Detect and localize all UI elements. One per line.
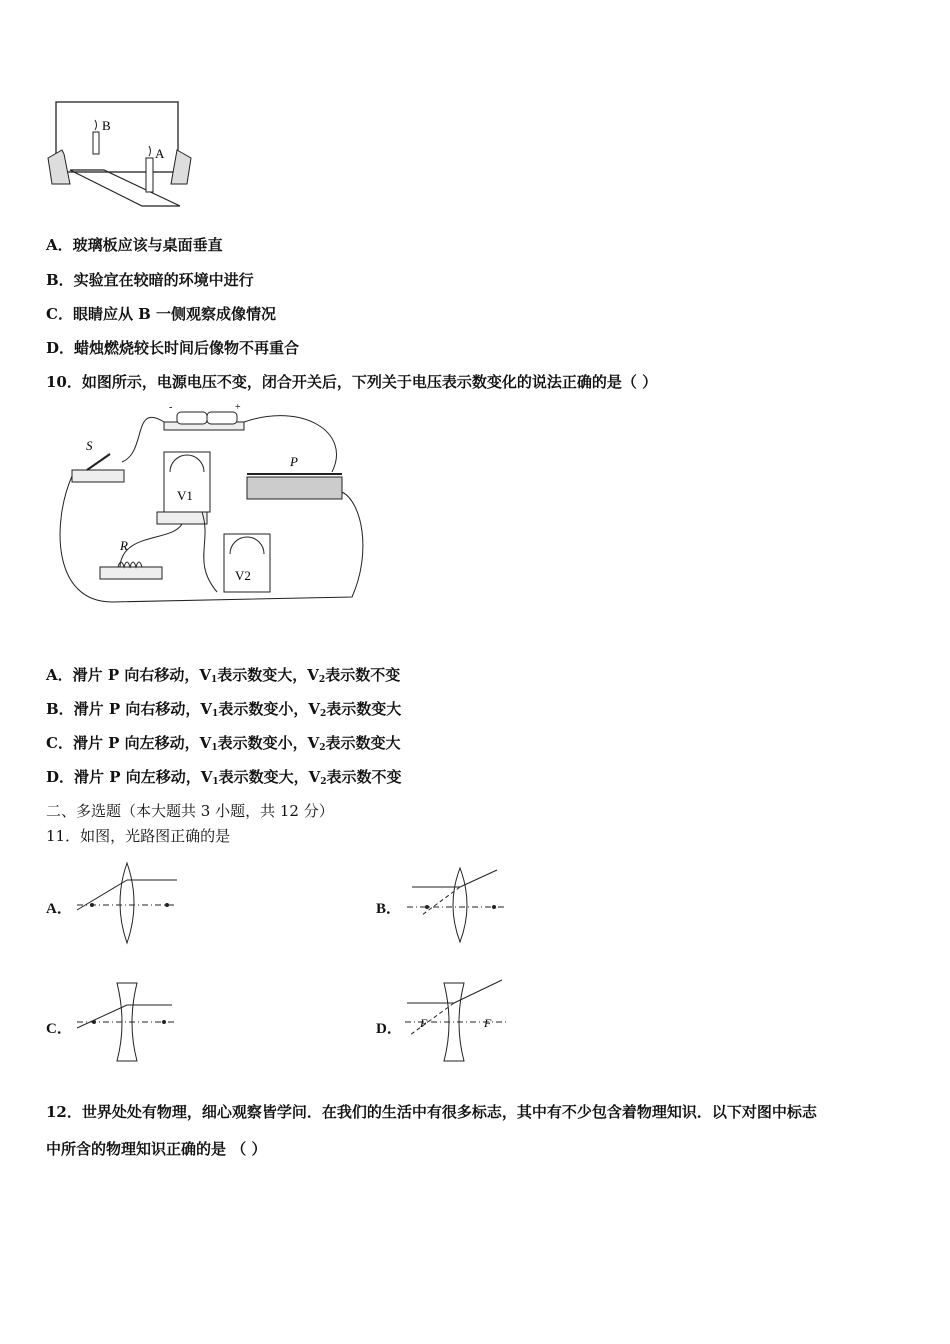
q9-option-b[interactable]: B．实验宜在较暗的环境中进行 [46, 271, 254, 289]
concave-lens-diagram-c [72, 980, 182, 1065]
q11-option-d[interactable]: D． [376, 1021, 402, 1037]
resistor-label: R [120, 538, 128, 553]
plane-mirror-experiment-figure [42, 98, 212, 213]
convex-lens-diagram-b [402, 865, 512, 945]
focus-label-right: F [484, 1016, 492, 1030]
battery-minus-label: - [169, 402, 173, 413]
candle-a-label: A [155, 146, 165, 161]
convex-lens-diagram-a [72, 860, 182, 945]
q9-option-c[interactable]: C．眼睛应从 B 一侧观察成像情况 [46, 305, 277, 323]
section-2-heading: 二、多选题（本大题共 3 小题，共 12 分） [46, 802, 334, 820]
candle-b-label: B [102, 118, 111, 133]
switch-label: S [86, 438, 93, 453]
q10-option-a[interactable]: A．滑片 P 向右移动，$V_1$表示数变大，$V_2$表示数不变 [46, 666, 401, 685]
q10-stem: 10．如图所示，电源电压不变，闭合开关后，下列关于电压表示数变化的说法正确的是（ ） [46, 373, 658, 391]
q9-option-d[interactable]: D．蜡烛燃烧较长时间后像物不再重合 [46, 339, 300, 357]
circuit-diagram-figure [52, 402, 364, 627]
slider-label: P [290, 454, 298, 469]
q12-stem-line2: 中所含的物理知识正确的是 （ ） [46, 1140, 267, 1158]
concave-lens-diagram-d [402, 975, 512, 1065]
voltmeter-v1-label: V1 [177, 488, 193, 503]
q11-option-c[interactable]: C． [46, 1021, 72, 1037]
focus-label-left: F [420, 1016, 428, 1030]
q12-stem-line1: 12．世界处处有物理，细心观察皆学问．在我们的生活中有很多标志，其中有不少包含着物理知识．以下对图中标志 [46, 1103, 817, 1121]
battery-plus-label: + [235, 402, 241, 413]
q9-option-a[interactable]: A．玻璃板应该与桌面垂直 [46, 236, 223, 254]
q10-option-c[interactable]: C．滑片 P 向左移动，$V_1$表示数变小，$V_2$表示数变大 [46, 734, 401, 753]
voltmeter-v2-label: V2 [235, 568, 251, 583]
q11-option-b[interactable]: B． [376, 901, 402, 917]
q11-option-a[interactable]: A． [46, 901, 72, 917]
q10-option-d[interactable]: D．滑片 P 向左移动，$V_1$表示数变大，$V_2$表示数不变 [46, 768, 402, 787]
q10-option-b[interactable]: B．滑片 P 向右移动，$V_1$表示数变小，$V_2$表示数变大 [46, 700, 402, 719]
q11-stem: 11．如图，光路图正确的是 [46, 827, 231, 845]
